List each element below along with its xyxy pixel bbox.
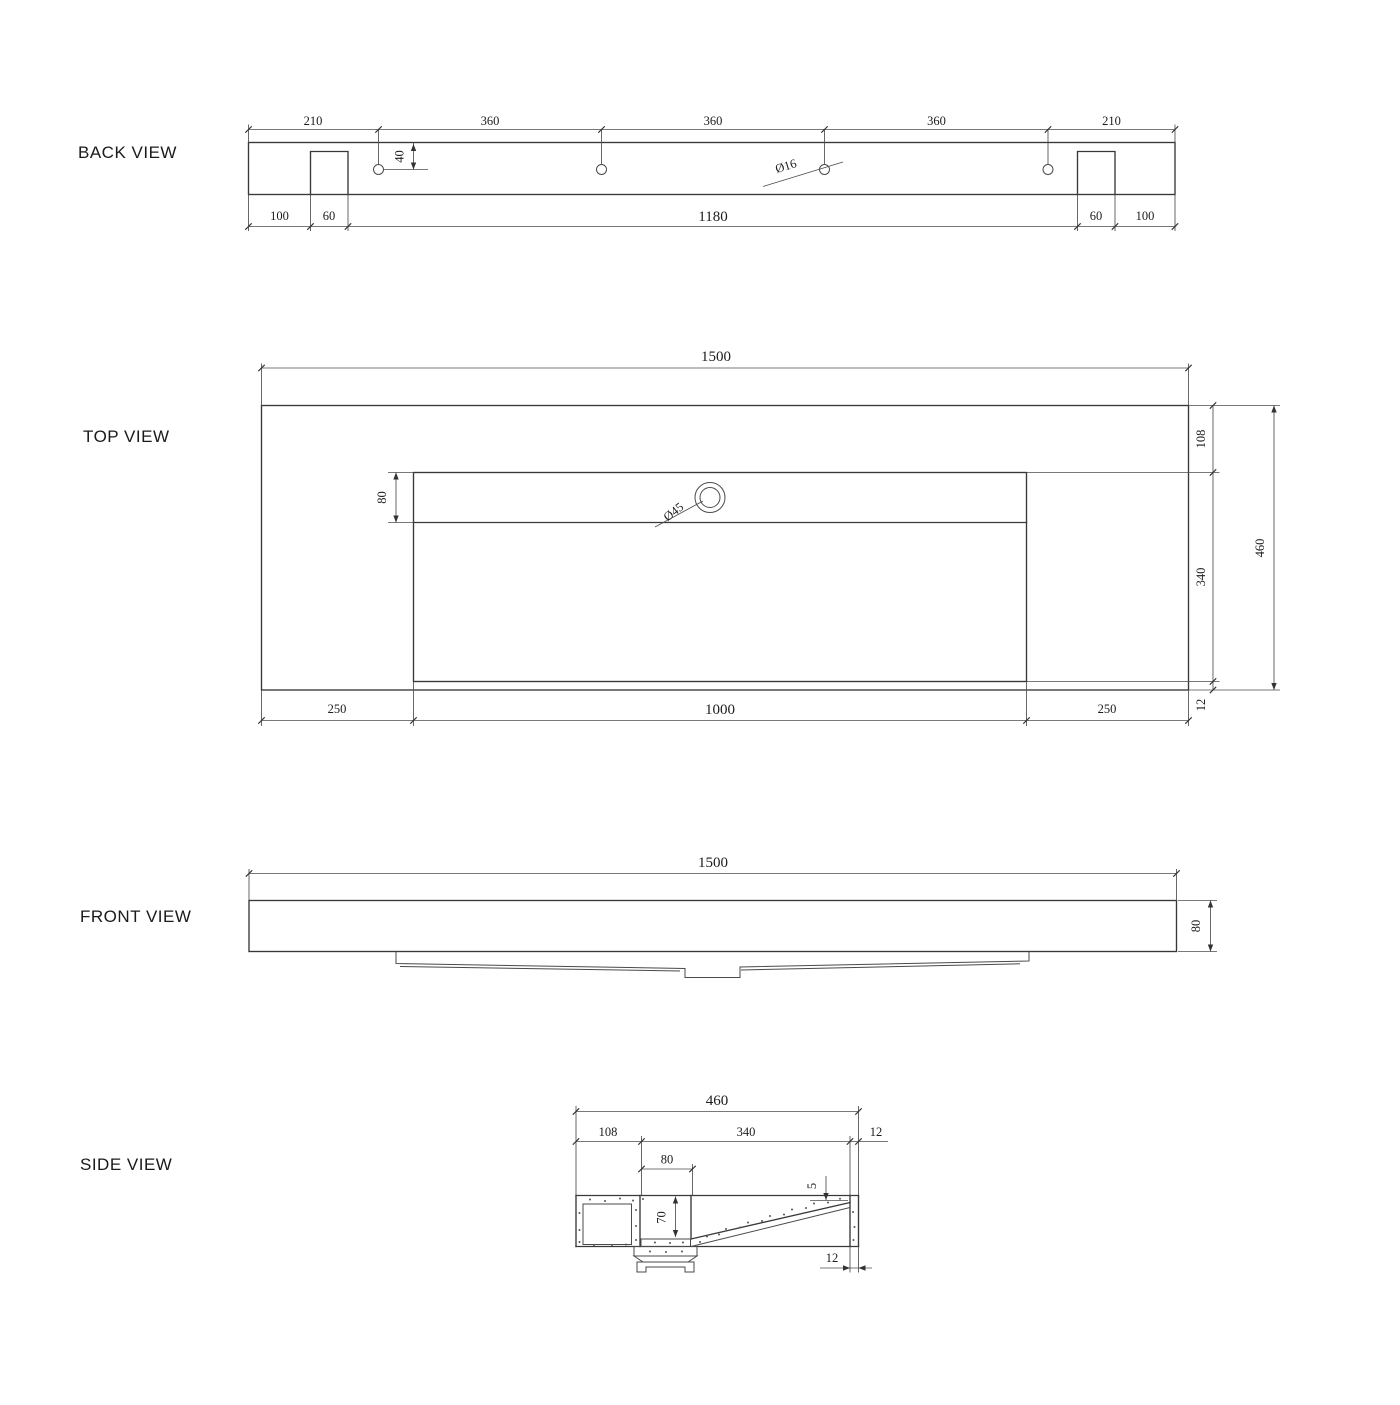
side-section-outline (576, 1196, 859, 1247)
back-panel-outline (249, 143, 1176, 195)
mounting-holes (374, 165, 1054, 175)
dim-label: 80 (1189, 919, 1203, 933)
side-view-label: SIDE VIEW (80, 1155, 173, 1174)
side-wall-dimension (820, 1247, 872, 1273)
top-width-dimension (258, 349, 1191, 406)
side-view (80, 1093, 888, 1273)
dim-label: 5 (805, 1182, 819, 1190)
back-left-slot (311, 152, 349, 195)
back-right-slot (1078, 152, 1116, 195)
dim-label: 12 (1194, 698, 1208, 712)
dim-label: 12 (869, 1125, 883, 1139)
dim-label: 250 (327, 702, 347, 716)
dim-label: 12 (825, 1251, 839, 1265)
side-slope-top (691, 1203, 850, 1240)
side-chain-dimension (573, 1125, 888, 1196)
side-slope-bottom (691, 1208, 850, 1247)
dim-label: 80 (375, 491, 389, 504)
side-back-cavity (583, 1204, 632, 1245)
dim-label: 460 (705, 1093, 729, 1109)
dim-label: 1500 (698, 855, 728, 871)
dim-label: 340 (736, 1125, 756, 1139)
dim-label: 108 (1194, 429, 1208, 449)
top-view (83, 349, 1280, 726)
side-overall-dimension (573, 1093, 862, 1196)
top-drain-hole (655, 483, 725, 528)
back-view (78, 114, 1178, 231)
dim-label: 40 (392, 150, 407, 163)
dim-label: 1500 (701, 349, 731, 365)
dim-label: 360 (703, 114, 723, 128)
dim-label: 60 (322, 209, 336, 223)
back-hole-offset-dimension (384, 143, 429, 170)
side-channel-width-dimension (638, 1153, 695, 1196)
dim-label: 1000 (705, 702, 735, 718)
dim-label: 360 (480, 114, 500, 128)
dim-label: 70 (654, 1211, 669, 1224)
dim-label: 60 (1089, 209, 1103, 223)
front-width-dimension (246, 855, 1180, 901)
back-hole-diameter-callout (763, 156, 843, 186)
top-outline (262, 406, 1189, 691)
dim-label: 100 (1135, 209, 1155, 223)
dim-label: Ø16 (773, 156, 799, 177)
front-outline (249, 901, 1177, 952)
dim-label: 100 (270, 209, 289, 223)
front-underside-inner-line (741, 964, 1020, 970)
dim-label: 210 (1102, 114, 1121, 128)
back-view-label: BACK VIEW (78, 143, 177, 162)
dim-label: 108 (598, 1125, 618, 1139)
front-view (80, 855, 1217, 978)
dim-label: 250 (1097, 702, 1117, 716)
dim-label: 80 (660, 1152, 674, 1167)
dim-label: 360 (927, 114, 946, 128)
side-channel-depth-dimension (655, 1197, 679, 1238)
front-underside-profile (396, 952, 1029, 978)
dim-label: 460 (1253, 538, 1267, 558)
dim-label: 210 (303, 114, 323, 128)
dim-label: 1180 (698, 209, 728, 225)
dim-label: 340 (1194, 567, 1208, 587)
back-top-dimension (245, 114, 1178, 165)
dim-label: Ø45 (660, 499, 687, 524)
front-underside-inner-line (400, 967, 680, 972)
front-view-label: FRONT VIEW (80, 907, 192, 926)
side-lip-dimension (805, 1176, 848, 1201)
top-ledge-dimension (375, 473, 414, 523)
side-drain-assembly (634, 1239, 697, 1272)
top-overall-depth-dimension (1253, 406, 1277, 691)
front-height-dimension (1178, 901, 1217, 952)
top-depth-chain-dimension (1027, 402, 1281, 711)
top-view-label: TOP VIEW (83, 427, 170, 446)
top-basin-recess (414, 473, 1027, 682)
back-bottom-dimension (245, 195, 1178, 232)
top-bottom-dimension (258, 682, 1191, 727)
